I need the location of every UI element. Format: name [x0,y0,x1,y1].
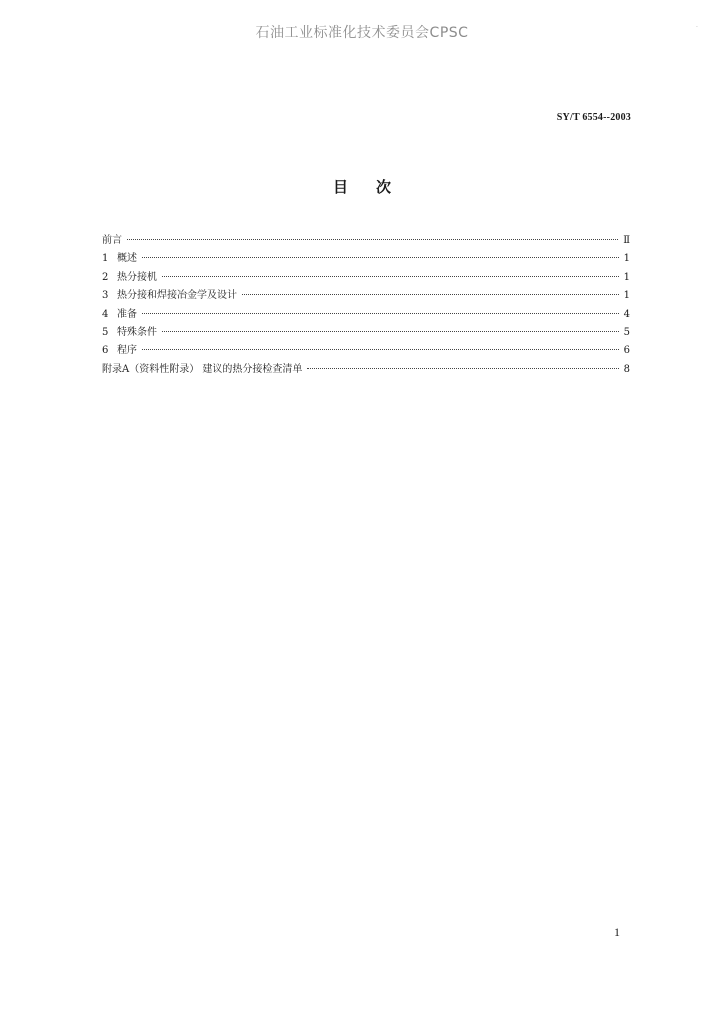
toc-leader-dots [162,276,619,277]
toc-entry-text: 热分接机 [117,271,157,283]
toc-entry-text: 附录A（资料性附录） 建议的热分接检查清单 [102,363,303,375]
toc-entry-page: 5 [623,326,630,338]
toc-entry-text: 概述 [117,253,137,265]
toc-entry-appendix-a[interactable] [102,361,630,379]
toc-leader-dots [127,239,618,240]
toc-leader-dots [162,331,619,332]
toc-entry-text: 前言 [102,235,122,246]
toc-entry-6[interactable] [102,342,630,360]
toc-entry-number: 6 [102,345,109,357]
corner-mark: · [696,24,698,31]
toc-entry-number: 3 [102,290,109,302]
table-of-contents [102,232,630,379]
toc-entry-preface[interactable] [102,232,630,250]
toc-entry-text: 程序 [117,345,137,357]
toc-leader-dots [142,349,619,350]
toc-leader-dots [307,368,618,369]
watermark-header: 石油工业标准化技术委员会CPSC [255,25,469,41]
toc-leader-dots [142,257,619,258]
toc-entry-page: 1 [623,253,630,265]
toc-entry-page: Ⅱ [623,235,630,246]
standard-code: SY/T 6554--2003 [556,112,631,123]
toc-entry-5[interactable] [102,324,630,342]
toc-entry-text: 准备 [117,308,137,320]
toc-entry-text: 热分接和焊接冶金学及设计 [117,290,237,302]
toc-entry-text: 特殊条件 [117,326,157,338]
toc-entry-1[interactable] [102,250,630,268]
toc-entry-4[interactable] [102,306,630,324]
toc-entry-page: 8 [623,363,630,375]
toc-title: 目次 [332,178,419,196]
toc-entry-2[interactable] [102,269,630,287]
page-number: 1 [614,925,620,939]
toc-entry-page: 1 [623,271,630,283]
toc-entry-page: 6 [623,345,630,357]
toc-entry-page: 1 [623,290,630,302]
toc-entry-3[interactable] [102,287,630,305]
toc-entry-number: 2 [102,271,109,283]
toc-leader-dots [242,294,619,295]
toc-leader-dots [142,313,619,314]
toc-entry-number: 1 [102,253,109,265]
toc-entry-number: 4 [102,308,109,320]
toc-entry-number: 5 [102,326,109,338]
toc-entry-page: 4 [623,308,630,320]
